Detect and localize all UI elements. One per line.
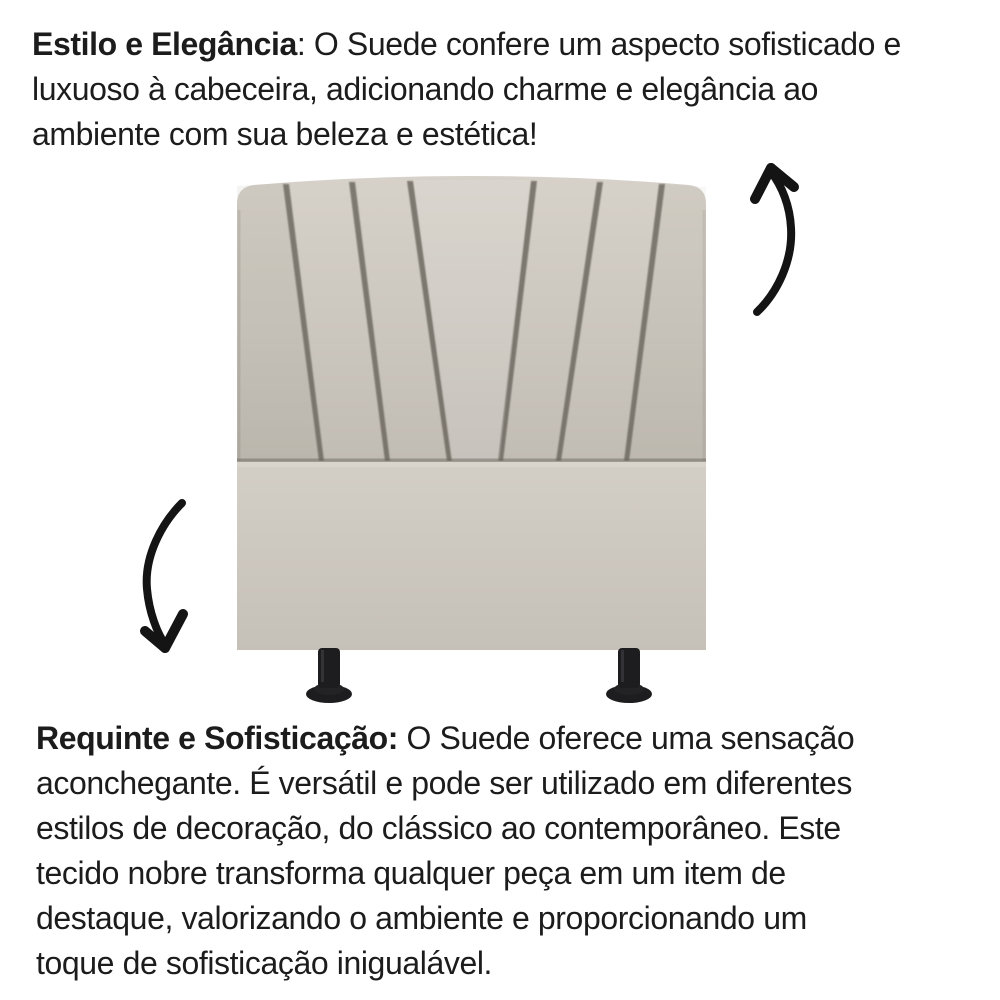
bottom-description — [36, 716, 854, 986]
top-description-heading: Estilo e Elegância — [32, 26, 297, 62]
bottom-description-line-5: destaque, valorizando o ambiente e proporcionando um — [36, 900, 807, 936]
headboard-base-band — [237, 461, 706, 650]
headboard-foot-left — [306, 648, 352, 703]
bottom-description-line-6: toque de sofisticação inigualável. — [36, 945, 493, 981]
bottom-description-line-1 — [36, 716, 854, 761]
top-description-line-2: luxuoso à cabeceira, adicionando charme e elegância ao — [32, 71, 819, 107]
bottom-description-line-2: aconchegante. É versátil e pode ser utilizado em diferentes — [36, 765, 853, 801]
bottom-description-line-4: tecido nobre transforma qualquer peça em um item de — [36, 855, 786, 891]
curved-arrow-down-icon — [145, 503, 183, 648]
headboard-foot-right — [606, 648, 652, 703]
bottom-description-line-1-rest: O Suede oferece uma sensação — [398, 720, 855, 756]
bottom-description-heading: Requinte e Sofisticação: — [36, 720, 399, 756]
headboard — [237, 176, 706, 703]
top-description-line-1-rest: : O Suede confere um aspecto sofisticado e — [296, 26, 901, 62]
curved-arrow-up-icon — [755, 168, 794, 312]
headboard-seam-highlight — [237, 462, 706, 467]
top-description-line-3: ambiente com sua beleza e estética! — [32, 116, 538, 152]
headboard-horizontal-seam — [237, 459, 706, 463]
bottom-description-line-3: estilos de decoração, do clássico ao contemporâneo. Este — [36, 810, 841, 846]
